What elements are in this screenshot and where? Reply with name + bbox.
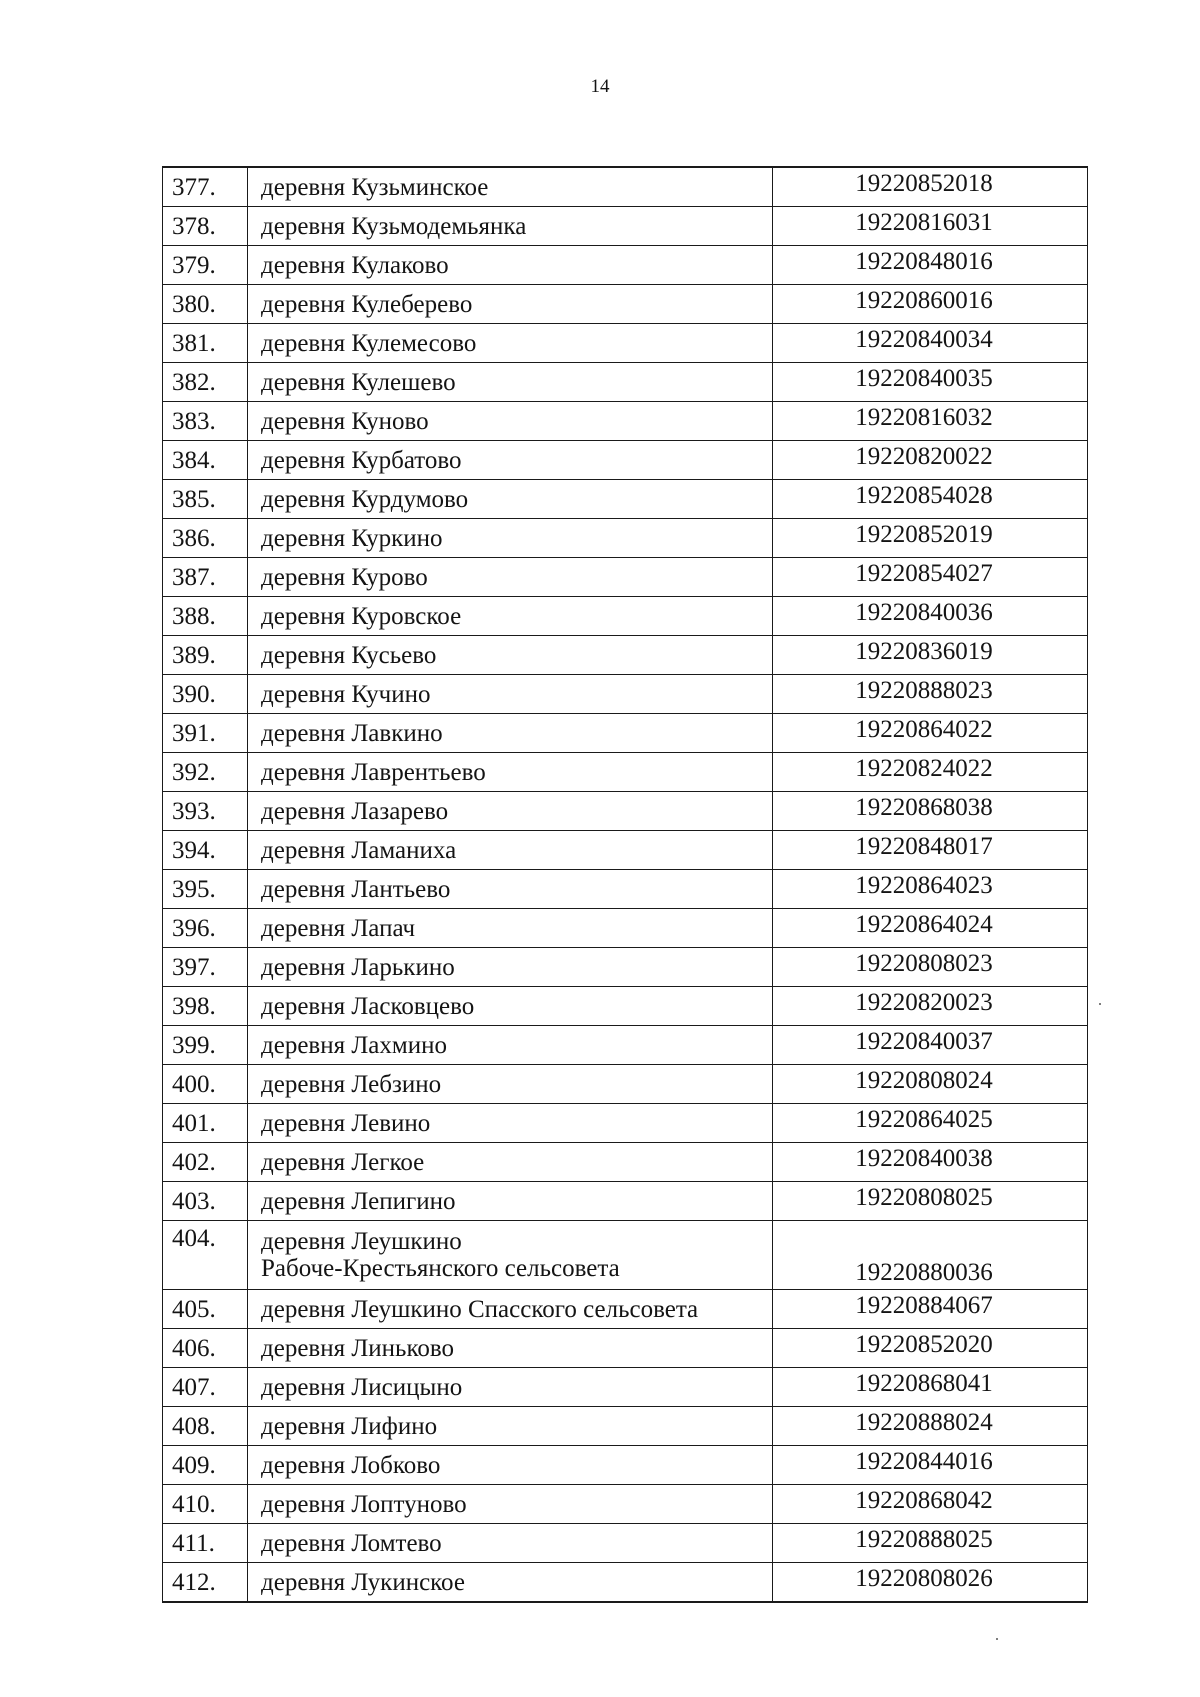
table-row xyxy=(163,753,1088,792)
table-row xyxy=(163,1026,1088,1065)
scan-speck xyxy=(996,1638,998,1640)
row-number: 387. xyxy=(163,558,248,597)
settlement-name-line: деревня Леушкино xyxy=(261,1228,462,1255)
settlement-name: деревня Легкое xyxy=(248,1143,773,1182)
table-row xyxy=(163,167,1088,207)
oktmo-code: 19220864024 xyxy=(773,909,1088,948)
oktmo-code: 19220854028 xyxy=(773,480,1088,519)
table-row xyxy=(163,1563,1088,1603)
oktmo-code: 19220852018 xyxy=(773,167,1088,207)
oktmo-code: 19220840038 xyxy=(773,1143,1088,1182)
table-row xyxy=(163,1329,1088,1368)
settlement-name: деревня Лаврентьево xyxy=(248,753,773,792)
settlement-name: деревня Лоптуново xyxy=(248,1485,773,1524)
settlement-name: деревня Лепигино xyxy=(248,1182,773,1221)
row-number: 390. xyxy=(163,675,248,714)
table-row xyxy=(163,441,1088,480)
table-row xyxy=(163,1143,1088,1182)
oktmo-code: 19220808024 xyxy=(773,1065,1088,1104)
table-row xyxy=(163,285,1088,324)
row-number: 408. xyxy=(163,1407,248,1446)
settlement-name: деревня Кусьево xyxy=(248,636,773,675)
scan-speck xyxy=(1099,1003,1101,1005)
settlement-name: деревня Ламаниха xyxy=(248,831,773,870)
table-row xyxy=(163,1104,1088,1143)
settlement-name: деревня Курдумово xyxy=(248,480,773,519)
page-number: 14 xyxy=(590,76,610,97)
oktmo-code: 19220864023 xyxy=(773,870,1088,909)
row-number: 379. xyxy=(163,246,248,285)
row-number: 409. xyxy=(163,1446,248,1485)
settlement-name: деревня Курбатово xyxy=(248,441,773,480)
row-number: 401. xyxy=(163,1104,248,1143)
oktmo-code: 19220820022 xyxy=(773,441,1088,480)
settlement-name: деревня Лисицыно xyxy=(248,1368,773,1407)
table-row xyxy=(163,636,1088,675)
row-number: 392. xyxy=(163,753,248,792)
row-number: 380. xyxy=(163,285,248,324)
oktmo-code: 19220816032 xyxy=(773,402,1088,441)
row-number: 410. xyxy=(163,1485,248,1524)
table-row xyxy=(163,1221,1088,1290)
settlement-name: деревня Линьково xyxy=(248,1329,773,1368)
table-row xyxy=(163,1065,1088,1104)
settlement-name: деревня Лобково xyxy=(248,1446,773,1485)
table-row xyxy=(163,519,1088,558)
row-number: 382. xyxy=(163,363,248,402)
oktmo-code: 19220840037 xyxy=(773,1026,1088,1065)
row-number: 405. xyxy=(163,1290,248,1329)
settlement-name: деревня Ломтево xyxy=(248,1524,773,1563)
table-row xyxy=(163,324,1088,363)
oktmo-code: 19220824022 xyxy=(773,753,1088,792)
row-number: 412. xyxy=(163,1563,248,1603)
oktmo-code: 19220844016 xyxy=(773,1446,1088,1485)
row-number: 406. xyxy=(163,1329,248,1368)
settlement-name: деревня Левино xyxy=(248,1104,773,1143)
settlement-name: деревня Кулаково xyxy=(248,246,773,285)
oktmo-code: 19220888023 xyxy=(773,675,1088,714)
row-number: 404. xyxy=(163,1221,248,1290)
table-row xyxy=(163,402,1088,441)
row-number: 411. xyxy=(163,1524,248,1563)
oktmo-code: 19220888025 xyxy=(773,1524,1088,1563)
settlement-name: деревня Лавкино xyxy=(248,714,773,753)
table-row xyxy=(163,363,1088,402)
table-row xyxy=(163,1290,1088,1329)
oktmo-code: 19220808023 xyxy=(773,948,1088,987)
oktmo-code: 19220868041 xyxy=(773,1368,1088,1407)
settlement-name: деревня Куркино xyxy=(248,519,773,558)
oktmo-code: 19220888024 xyxy=(773,1407,1088,1446)
oktmo-code: 19220868042 xyxy=(773,1485,1088,1524)
row-number: 407. xyxy=(163,1368,248,1407)
table-row xyxy=(163,558,1088,597)
row-number: 384. xyxy=(163,441,248,480)
table-row xyxy=(163,948,1088,987)
row-number: 383. xyxy=(163,402,248,441)
row-number: 396. xyxy=(163,909,248,948)
table-row xyxy=(163,675,1088,714)
oktmo-code: 19220868038 xyxy=(773,792,1088,831)
table-row xyxy=(163,597,1088,636)
table-row xyxy=(163,792,1088,831)
oktmo-code: 19220836019 xyxy=(773,636,1088,675)
table-row xyxy=(163,831,1088,870)
oktmo-code: 19220840035 xyxy=(773,363,1088,402)
oktmo-code: 19220848017 xyxy=(773,831,1088,870)
oktmo-code: 19220852020 xyxy=(773,1329,1088,1368)
row-number: 391. xyxy=(163,714,248,753)
table-row xyxy=(163,207,1088,246)
table-row xyxy=(163,1368,1088,1407)
settlement-name: деревня Кучино xyxy=(248,675,773,714)
row-number: 399. xyxy=(163,1026,248,1065)
oktmo-code: 19220848016 xyxy=(773,246,1088,285)
oktmo-code: 19220880036 xyxy=(773,1221,1088,1290)
table-body xyxy=(163,167,1088,1602)
settlement-name-line: Рабоче-Крестьянского сельсовета xyxy=(261,1255,620,1282)
row-number: 386. xyxy=(163,519,248,558)
table-row xyxy=(163,1446,1088,1485)
table-row xyxy=(163,909,1088,948)
oktmo-code: 19220840036 xyxy=(773,597,1088,636)
settlement-name: деревня Кулеберево xyxy=(248,285,773,324)
row-number: 398. xyxy=(163,987,248,1026)
row-number: 378. xyxy=(163,207,248,246)
row-number: 403. xyxy=(163,1182,248,1221)
row-number: 397. xyxy=(163,948,248,987)
table-row xyxy=(163,1485,1088,1524)
table-row xyxy=(163,1182,1088,1221)
settlement-name: деревня Кулемесово xyxy=(248,324,773,363)
row-number: 402. xyxy=(163,1143,248,1182)
settlement-name: деревня Леушкино Спасского сельсовета xyxy=(248,1290,773,1329)
settlement-name: деревня Куровское xyxy=(248,597,773,636)
row-number: 395. xyxy=(163,870,248,909)
settlement-name: деревня Кузьминское xyxy=(248,167,773,207)
settlement-name: деревня Куново xyxy=(248,402,773,441)
settlement-name: деревня Кузьмодемьянка xyxy=(248,207,773,246)
table-row xyxy=(163,1524,1088,1563)
oktmo-code: 19220840034 xyxy=(773,324,1088,363)
oktmo-code: 19220808026 xyxy=(773,1563,1088,1603)
table-row xyxy=(163,1407,1088,1446)
settlements-table xyxy=(162,166,1088,1603)
row-number: 389. xyxy=(163,636,248,675)
table-row xyxy=(163,870,1088,909)
row-number: 388. xyxy=(163,597,248,636)
settlement-name: деревня Ласковцево xyxy=(248,987,773,1026)
oktmo-code: 19220808025 xyxy=(773,1182,1088,1221)
oktmo-code: 19220820023 xyxy=(773,987,1088,1026)
settlement-name: деревня Лукинское xyxy=(248,1563,773,1603)
settlement-name: деревня Ларькино xyxy=(248,948,773,987)
settlement-name xyxy=(248,1221,773,1290)
row-number: 394. xyxy=(163,831,248,870)
oktmo-code: 19220860016 xyxy=(773,285,1088,324)
oktmo-code: 19220854027 xyxy=(773,558,1088,597)
oktmo-code: 19220884067 xyxy=(773,1290,1088,1329)
row-number: 385. xyxy=(163,480,248,519)
settlement-name: деревня Курово xyxy=(248,558,773,597)
row-number: 381. xyxy=(163,324,248,363)
settlement-name: деревня Лифино xyxy=(248,1407,773,1446)
settlement-name: деревня Лазарево xyxy=(248,792,773,831)
row-number: 377. xyxy=(163,167,248,207)
table-row xyxy=(163,987,1088,1026)
settlement-name: деревня Лахмино xyxy=(248,1026,773,1065)
settlement-name: деревня Лапач xyxy=(248,909,773,948)
row-number: 400. xyxy=(163,1065,248,1104)
oktmo-code: 19220864022 xyxy=(773,714,1088,753)
settlement-name: деревня Лебзино xyxy=(248,1065,773,1104)
table-row xyxy=(163,246,1088,285)
oktmo-code: 19220816031 xyxy=(773,207,1088,246)
settlement-name: деревня Лантьево xyxy=(248,870,773,909)
settlement-name: деревня Кулешево xyxy=(248,363,773,402)
oktmo-code: 19220852019 xyxy=(773,519,1088,558)
row-number: 393. xyxy=(163,792,248,831)
oktmo-code: 19220864025 xyxy=(773,1104,1088,1143)
table-row xyxy=(163,714,1088,753)
table-row xyxy=(163,480,1088,519)
